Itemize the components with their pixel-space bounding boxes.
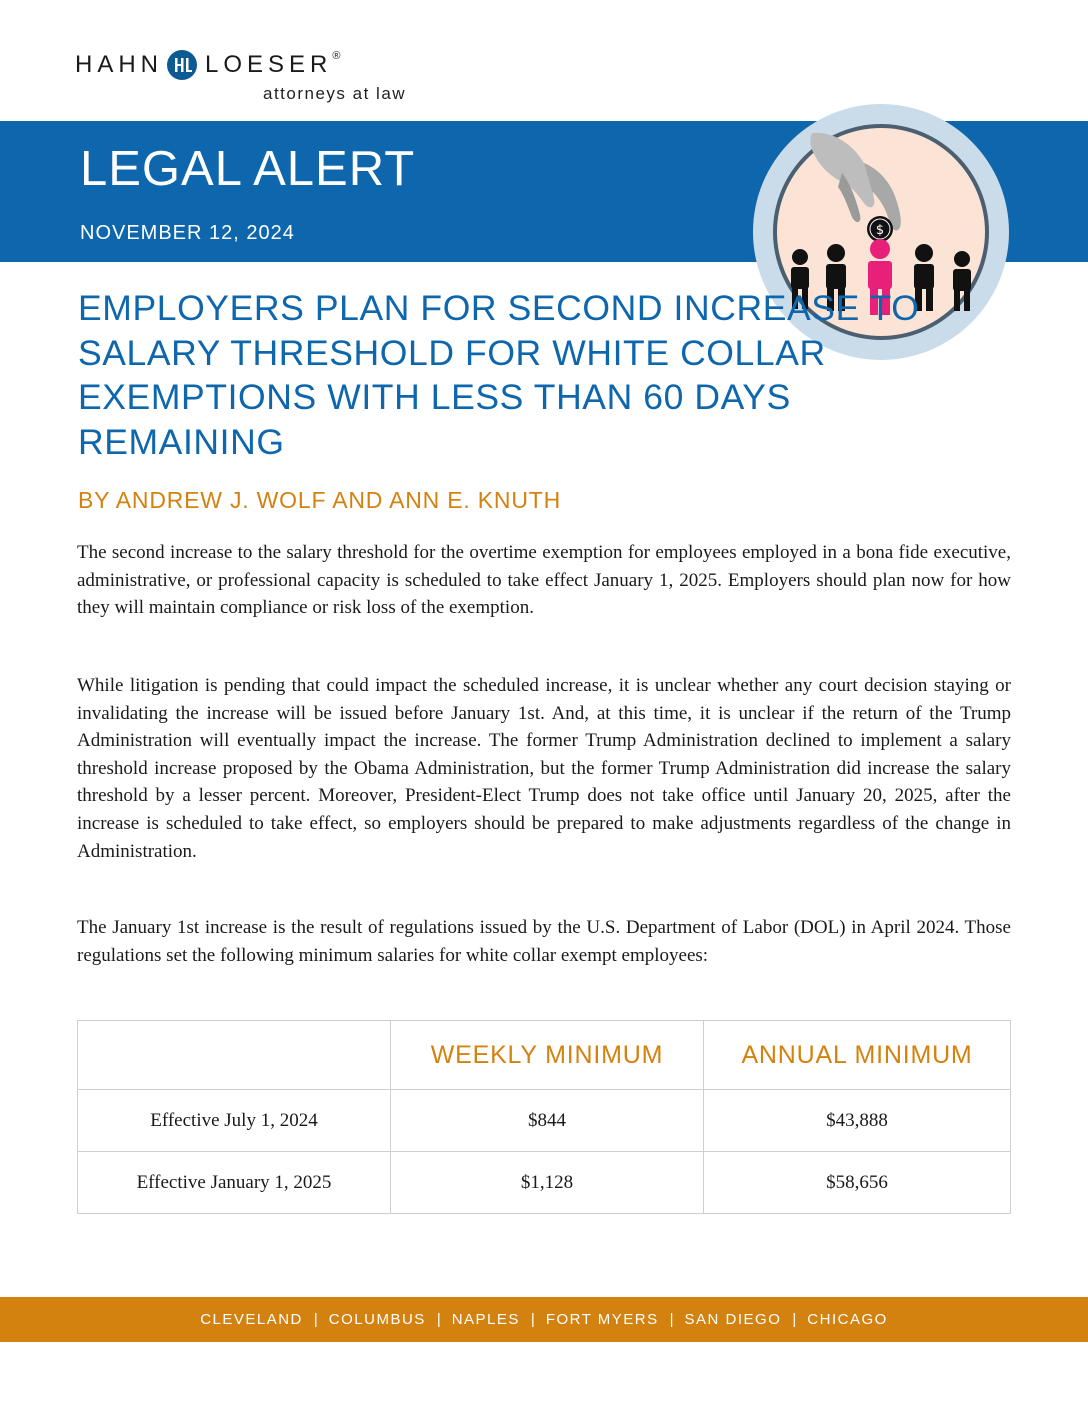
footer-city: COLUMBUS [328, 1311, 426, 1328]
footer-city: FORT MYERS [545, 1311, 659, 1328]
hahn-loeser-logo [75, 50, 455, 104]
alert-date: NOVEMBER 12, 2024 [80, 222, 295, 244]
body-paragraph: The January 1st increase is the result of regulations issued by the U.S. Department of Labor (DOL) in April 2024. Those regulations set the following minimum salaries for white collar exempt employees: [77, 917, 1011, 966]
footer-separator: | [436, 1311, 441, 1328]
table-cell: $844 [391, 1090, 704, 1152]
table-cell: Effective July 1, 2024 [78, 1090, 391, 1152]
body-paragraph: The second increase to the salary threshold for the overtime exemption for employees employed in a bona fide executive, administrative, or professional capacity is scheduled to take effect January 1, 2025. Employers should plan now for how they will maintain compliance or risk loss of the exemption. [77, 542, 1011, 619]
table-cell: $58,656 [704, 1152, 1011, 1214]
svg-text:$: $ [875, 223, 885, 238]
table-cell: $43,888 [704, 1090, 1011, 1152]
footer-city: CHICAGO [807, 1311, 888, 1328]
table-header-cell: ANNUAL MINIMUM [704, 1021, 1011, 1090]
dollar-coin-icon [867, 216, 893, 242]
footer-separator: | [530, 1311, 535, 1328]
footer-city: NAPLES [451, 1311, 520, 1328]
table-row [78, 1090, 1011, 1152]
article-headline: EMPLOYERS PLAN FOR SECOND INCREASE TO SALARY THRESHOLD FOR WHITE COLLAR EXEMPTIONS WITH LESS THAN 60 DAYS REMAINING [78, 288, 920, 462]
logo-tagline: attorneys at law [263, 84, 407, 103]
table-cell: Effective January 1, 2025 [78, 1152, 391, 1214]
table-header-cell [78, 1021, 391, 1090]
footer-separator: | [669, 1311, 674, 1328]
logo-left-word: HAHN [75, 51, 164, 78]
hl-monogram-icon [167, 50, 197, 80]
body-paragraph: While litigation is pending that could impact the scheduled increase, it is unclear whether any court decision staying or invalidating the increase will be issued before January 1st. And, at this time, it is unclear if the return of the Trump Administration will eventually impact the increase. The former Trump Administration declined to implement a salary threshold increase proposed by the Obama Administration, but the former Trump Administration did increase the salary threshold by a lesser percent. Moreover, President-Elect Trump does not take office until January 20, 2025, after the increase is scheduled to take effect, so employers should be prepared to make adjustments regardless of the change in Administration. [77, 675, 1011, 862]
salary-threshold-table [77, 1020, 1011, 1214]
table-row [78, 1152, 1011, 1214]
registered-mark: ® [332, 50, 341, 62]
footer-separator: | [313, 1311, 318, 1328]
table-cell: $1,128 [391, 1152, 704, 1214]
table-header-row [78, 1021, 1011, 1090]
banner-title: LEGAL ALERT [80, 142, 416, 196]
footer-separator: | [792, 1311, 797, 1328]
table-header-cell: WEEKLY MINIMUM [391, 1021, 704, 1090]
footer-city: CLEVELAND [200, 1311, 303, 1328]
footer-city: SAN DIEGO [684, 1311, 782, 1328]
author-byline: BY ANDREW J. WOLF AND ANN E. KNUTH [78, 487, 562, 513]
logo-right-word: LOESER [205, 51, 333, 78]
office-locations-footer [0, 1297, 1088, 1342]
